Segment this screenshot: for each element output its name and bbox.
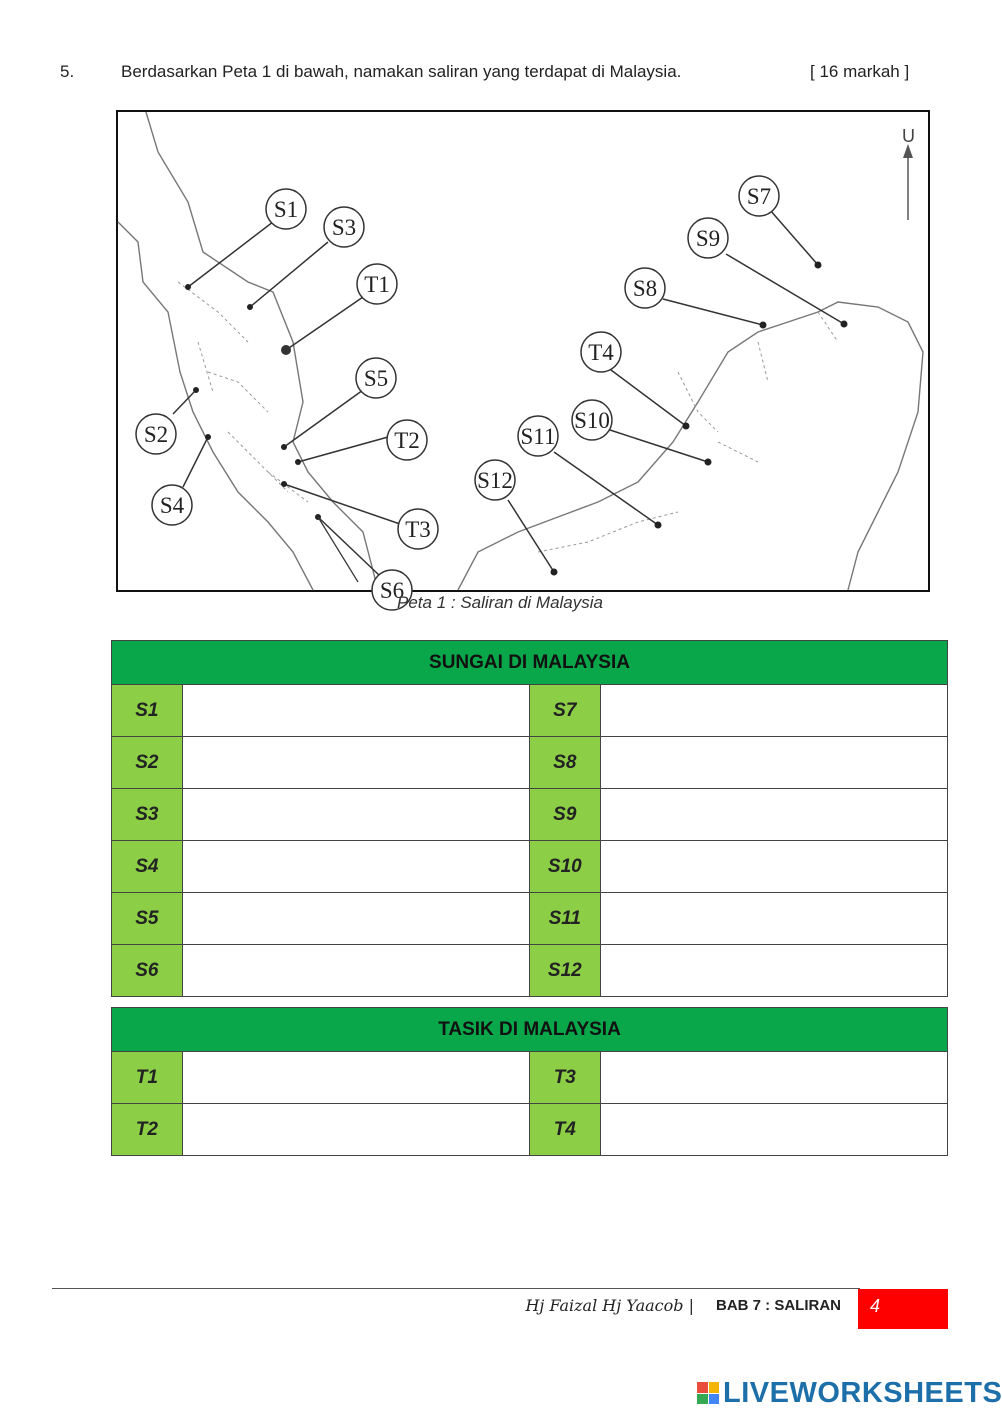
liveworksheets-logo[interactable]	[697, 1377, 1002, 1409]
question-text: Berdasarkan Peta 1 di bawah, namakan saliran yang terdapat di Malaysia.	[121, 62, 682, 81]
liveworksheets-icon	[697, 1382, 719, 1404]
answer-field-s7[interactable]	[600, 685, 947, 737]
answer-field-s9[interactable]	[600, 789, 947, 841]
table-row	[112, 737, 948, 789]
table-row	[112, 841, 948, 893]
map-caption: Peta 1 : Saliran di Malaysia	[397, 593, 603, 612]
svg-text:S1: S1	[273, 197, 299, 222]
map-label-s7	[739, 176, 822, 269]
svg-text:T3: T3	[405, 517, 431, 542]
rivers-table-title: SUNGAI DI MALAYSIA	[112, 641, 948, 685]
answer-field-t4[interactable]	[600, 1104, 947, 1156]
footer-author: Hj Faizal Hj Yaacob |	[525, 1296, 694, 1315]
map-label-s2	[136, 387, 199, 454]
north-label: U	[902, 126, 915, 146]
row-code: S1	[112, 685, 183, 737]
answer-field-t3[interactable]	[600, 1052, 947, 1104]
row-code: S4	[112, 841, 183, 893]
map-label-t3	[281, 481, 438, 582]
svg-text:S8: S8	[632, 276, 658, 301]
table-row	[112, 789, 948, 841]
map-label-t2	[295, 420, 427, 465]
map-label-s8	[625, 268, 767, 329]
answer-field-s12[interactable]	[600, 945, 947, 997]
answer-field-s11[interactable]	[600, 893, 947, 945]
svg-text:T1: T1	[364, 272, 390, 297]
table-row	[112, 945, 948, 997]
row-code: S5	[112, 893, 183, 945]
row-code: T4	[529, 1104, 600, 1156]
footer-divider	[52, 1288, 860, 1289]
page-number: 4	[870, 1296, 881, 1316]
map-label-s3	[247, 207, 364, 310]
row-code: S9	[529, 789, 600, 841]
table-row	[112, 1052, 948, 1104]
svg-text:T4: T4	[588, 340, 614, 365]
table-row	[112, 685, 948, 737]
svg-text:S12: S12	[477, 468, 513, 493]
svg-text:S4: S4	[159, 493, 185, 518]
row-code: S8	[529, 737, 600, 789]
answer-field-t2[interactable]	[182, 1104, 529, 1156]
svg-text:S2: S2	[143, 422, 169, 447]
row-code: T3	[529, 1052, 600, 1104]
svg-text:S5: S5	[363, 366, 389, 391]
answer-field-s5[interactable]	[182, 893, 529, 945]
answer-field-t1[interactable]	[182, 1052, 529, 1104]
table-row	[112, 1104, 948, 1156]
map-label-s12	[475, 460, 558, 576]
rivers-table	[111, 640, 948, 997]
table-row	[112, 893, 948, 945]
answer-field-s10[interactable]	[600, 841, 947, 893]
lakes-table	[111, 1007, 948, 1156]
answer-field-s8[interactable]	[600, 737, 947, 789]
north-arrow-icon	[902, 126, 915, 220]
map-label-t1	[281, 264, 397, 355]
svg-text:T2: T2	[394, 428, 420, 453]
row-code: S7	[529, 685, 600, 737]
svg-text:S9: S9	[695, 226, 721, 251]
map-label-s10	[572, 400, 712, 466]
answer-field-s4[interactable]	[182, 841, 529, 893]
lakes-table-title: TASIK DI MALAYSIA	[112, 1008, 948, 1052]
row-code: T1	[112, 1052, 183, 1104]
page-number-box	[858, 1289, 948, 1329]
question-marks: [ 16 markah ]	[810, 62, 910, 81]
row-code: T2	[112, 1104, 183, 1156]
row-code: S10	[529, 841, 600, 893]
brand-name: LIVEWORKSHEETS	[723, 1376, 1002, 1409]
answer-field-s1[interactable]	[182, 685, 529, 737]
svg-text:S3: S3	[331, 215, 357, 240]
svg-text:S6: S6	[379, 578, 405, 603]
row-code: S2	[112, 737, 183, 789]
svg-text:S11: S11	[520, 424, 556, 449]
row-code: S3	[112, 789, 183, 841]
svg-text:S10: S10	[574, 408, 610, 433]
question-number: 5.	[60, 62, 75, 81]
answer-field-s6[interactable]	[182, 945, 529, 997]
answer-field-s3[interactable]	[182, 789, 529, 841]
row-code: S12	[529, 945, 600, 997]
footer-chapter: BAB 7 : SALIRAN	[716, 1297, 842, 1314]
row-code: S11	[529, 893, 600, 945]
answer-field-s2[interactable]	[182, 737, 529, 789]
svg-text:S7: S7	[746, 184, 772, 209]
row-code: S6	[112, 945, 183, 997]
